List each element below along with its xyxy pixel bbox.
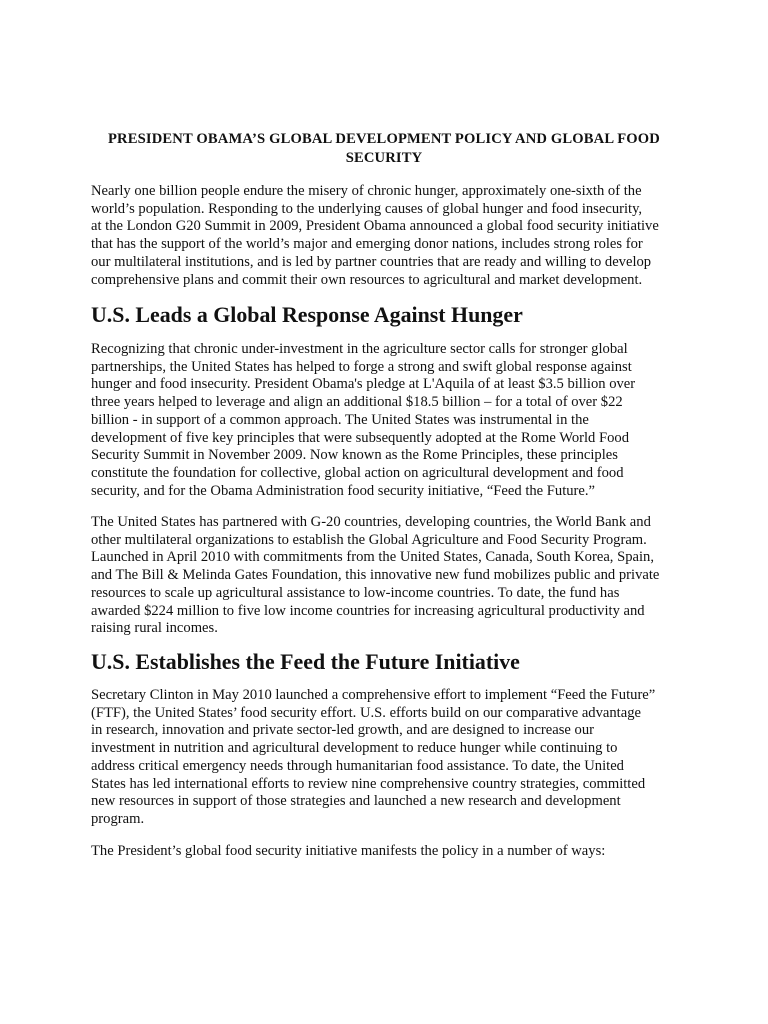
text-line: new resources in support of those strategies and launched a new research and development (91, 793, 621, 810)
text-line: in research, innovation and private sector-led growth, and are designed to increase our (91, 722, 594, 739)
text-line: Nearly one billion people endure the misery of chronic hunger, approximately one-sixth of the (91, 183, 642, 199)
text-line: program. (91, 810, 145, 827)
text-line: awarded $224 million to five low income countries for increasing agricultural productivity and (91, 602, 645, 619)
intro-paragraph (91, 183, 683, 289)
text-line: other multilateral organizations to establish the Global Agriculture and Food Security Program. (91, 531, 647, 548)
text-line: three years helped to leverage and align an additional $18.5 billion – for a total of over $22 (91, 394, 623, 411)
text-line: that has the support of the world’s major and emerging donor nations, includes strong roles for (91, 236, 643, 253)
text-line: address critical emergency needs through humanitarian food assistance. To date, the United (91, 757, 624, 774)
section1-paragraph-2 (91, 514, 683, 638)
text-line: Secretary Clinton in May 2010 launched a comprehensive effort to implement “Feed the Future” (91, 687, 656, 703)
document-title (90, 130, 678, 167)
text-line: at the London G20 Summit in 2009, President Obama announced a global food security initiative (91, 218, 659, 235)
text-line: partnerships, the United States has helped to forge a strong and swift global response against (91, 358, 632, 375)
text-line: constitute the foundation for collective, global action on agricultural development and food (91, 464, 624, 481)
text-line: Security Summit in November 2009. Now known as the Rome Principles, these principles (91, 447, 618, 464)
text-line: development of five key principles that were subsequently adopted at the Rome World Food (91, 429, 629, 446)
text-line: and The Bill & Melinda Gates Foundation, this innovative new fund mobilizes public and private (91, 567, 660, 584)
section-heading: U.S. Establishes the Feed the Future Initiative (91, 649, 520, 674)
text-line: resources to scale up agricultural assistance to low-income countries. To date, the fund has (91, 584, 620, 601)
text-line: Launched in April 2010 with commitments from the United States, Canada, South Korea, Spain, (91, 549, 654, 566)
title-line: SECURITY (345, 149, 423, 166)
text-line: (FTF), the United States’ food security effort. U.S. efforts build on our comparative advantage (91, 704, 641, 721)
text-line: States has led international efforts to review nine comprehensive country strategies, committed (91, 775, 646, 792)
section-heading: U.S. Leads a Global Response Against Hunger (91, 302, 523, 327)
text-line: hunger and food insecurity. President Obama's pledge at L'Aquila of at least $3.5 billion over (91, 376, 636, 393)
text-line: raising rural incomes. (91, 620, 218, 637)
title-line: PRESIDENT OBAMA’S GLOBAL DEVELOPMENT POLICY AND GLOBAL FOOD (107, 131, 660, 147)
text-line: world’s population. Responding to the underlying causes of global hunger and food insecurity, (91, 200, 643, 217)
text-line: security, and for the Obama Administration food security initiative, “Feed the Future.” (91, 482, 596, 499)
text-line: investment in nutrition and agricultural development to reduce hunger while continuing to (91, 740, 618, 757)
text-line: The President’s global food security initiative manifests the policy in a number of ways: (91, 843, 606, 859)
text-line: Recognizing that chronic under-investment in the agriculture sector calls for stronger global (91, 341, 628, 357)
text-line: billion - in support of a common approach. The United States was instrumental in the (91, 411, 589, 428)
text-line: The United States has partnered with G-20 countries, developing countries, the World Bank and (91, 514, 651, 530)
section2-paragraph-2 (91, 843, 683, 861)
text-line: comprehensive plans and commit their own resources to agricultural and market development. (91, 271, 643, 288)
section2-paragraph-1 (91, 687, 683, 829)
section1-paragraph-1 (91, 341, 683, 500)
text-line: our multilateral institutions, and is led by partner countries that are ready and willing to develop (91, 253, 652, 270)
